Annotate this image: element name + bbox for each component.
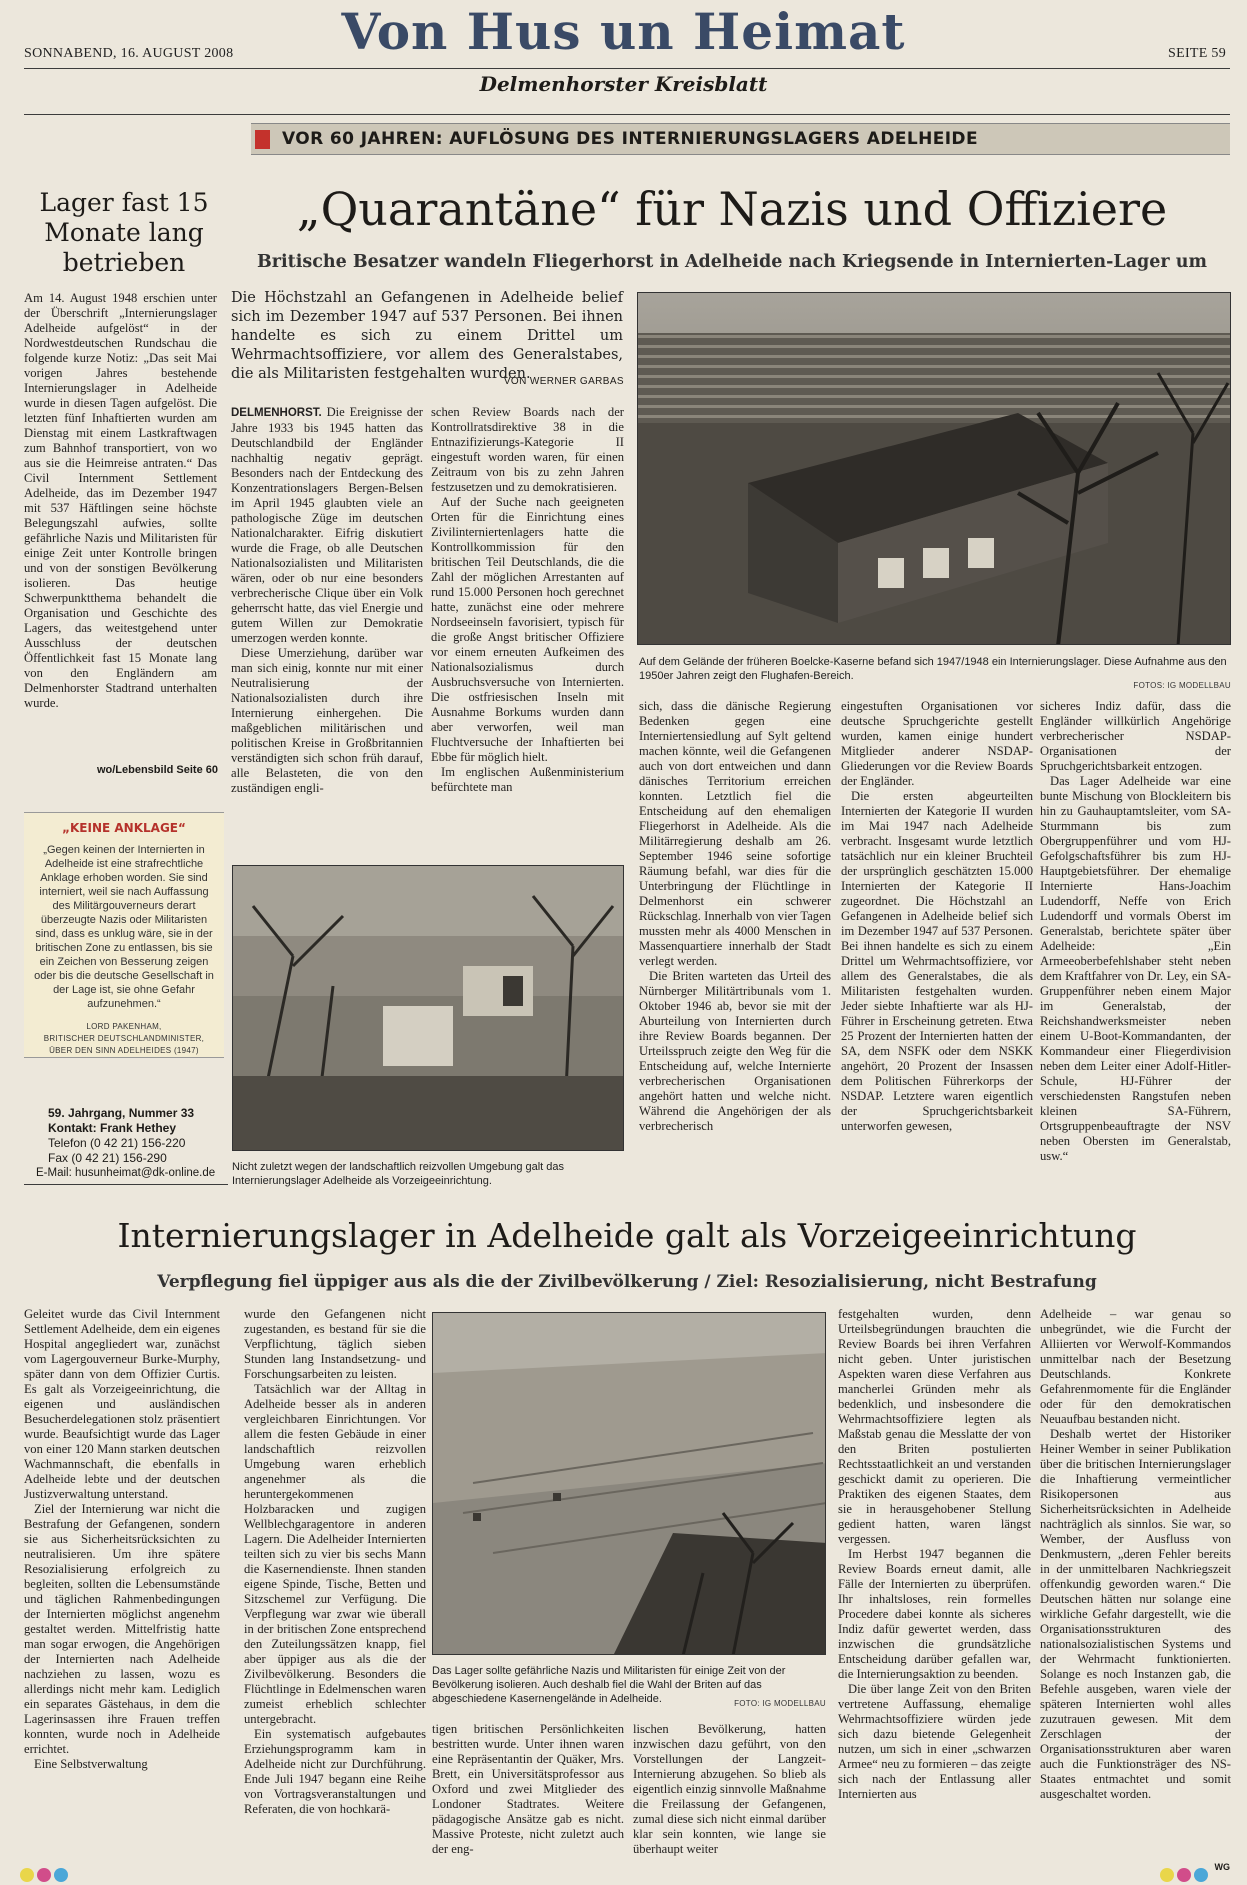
register-dot <box>1160 1868 1174 1882</box>
landscape-photo-image <box>233 866 624 1151</box>
photo-barracks-camp <box>637 292 1231 645</box>
sidebar-text: Am 14. August 1948 erschien unter der Überschrift „Internierungslager Adelheide aufgelöst“ in der Nordwestdeutschen Rundschau die folgende kurze Notiz: „Das seit Mai vorigen Jahres bestehende Internierungslager in Adelheide wurde in diesen Tagen aufgelöst. Die letzten fünf Inhaftierten wurden am Dienstag mit einem Lastkraftwagen zum Bahnhof transportiert, von wo aus sie die Heimreise antraten.“ Das Civil Internment Settlement Adelheide, das im Dezember 1947 mit 537 Häftlingen seine höchste Belegungszahl aufwies, sollte gefährliche Nazis und Militaristen für einige Zeit unter Kontrolle bringen und von der sonstigen Bevölkerung isolieren. Das heutige Schwerpunktthema behandelt die Organisation und Geschichte des Lagers, das weitestgehend unter Ausschluss der deutschen Öffentlichkeit fast 15 Monate lang von den Engländern am Delmenhorster Stadtrand unterhalten wurde. <box>24 291 217 710</box>
article1-col3-p1: sich, dass die dänische Regierung Bedenken gegen eine Interniertensiedlung auf Sylt geltend machen könnte, weil die Gefangenen auch von dort entweichen und dann dänisches Territorium erreichen konnten. Letztlich fiel die Entscheidung auf den ehemaligen Fliegerhorst in Adelheide. Als die Militärregierung deshalb am 26. September 1946 seine sofortige Räumung befahl, war dies für die Unterbringung der Flüchtlinge in Delmenhorst ein schwerer Rückschlag. Innerhalb von vier Tagen mussten mehr als 4000 Menschen in Massenquartiere innerhalb der Stadt verlegt werden. <box>639 699 831 968</box>
article1-col4 <box>841 699 1033 1186</box>
contact-phone: Telefon (0 42 21) 156-220 <box>48 1136 186 1150</box>
article2-signature: WG <box>1214 1862 1230 1872</box>
article2-col1 <box>24 1307 220 1875</box>
article2-col4-p1: lischen Bevölkerung, hatten inzwischen dazu geführt, von den Vorstellungen der Langzeit-Internierung abzugehen. So blieb als eigentlich einzig sinnvolle Maßnahme die Freilassung der Gefangenen, zumal diese sich nicht einmal darüber klar sein konnten, wie lange sie überhaupt weiter <box>633 1722 826 1856</box>
article1-col1-p1: DELMENHORST. Die Ereignisse der Jahre 1933 bis 1945 hatten das Deutschlandbild der Engländer nachhaltig negativ geprägt. Besonders nach der Entdeckung des Konzentrationslagers Bergen-Belsen im April 1945 glaubten viele an pathologische Züge im deutschen Nationalcharakter. Eifrig diskutiert wurde die Frage, ob alle Deutschen Nationalsozialisten und Militaristen wären, oder ob nur eine besonders verbrecherische Clique über ein Volk geherrscht hatte, das viel Energie und gutem Willen zur Demokratie umerzogen werden konnte. <box>231 405 423 645</box>
issue-date: SONNABEND, 16. AUGUST 2008 <box>24 46 234 61</box>
article1-intro: Die Höchstzahl an Gefangenen in Adelheide belief sich im Dezember 1947 auf 537 Personen. Bei ihnen handelte es sich zu einem Drittel um Wehrmachtsoffiziere, vor allem des Generalstabes, die als Militaristen festgehalten wurden. <box>231 290 623 382</box>
article2-col5-p1: festgehalten wurden, denn Urteilsbegründungen brauchten die Review Boards bei ihren Verfahren nicht geben. Unter juristischen Aspekten waren diese Verfahren aus mancherlei Gründen mehr als bedenklich, und insbesondere die Wehrmachtsoffiziere legten als Maßstab genau die Messlatte der von den Briten postulierten Rechtsstaatlichkeit an und verstanden geschickt damit zu operieren. Die Praktiken des eigenen Staates, dem sie in herausgehobener Stellung gedient hatten, waren längst vergessen. <box>838 1307 1031 1546</box>
photo1-caption: Auf dem Gelände der früheren Boelcke-Kaserne befand sich 1947/1948 ein Internierungslager. Diese Aufnahme aus den 1950er Jahren zeigt den Flughafen-Bereich. <box>639 656 1227 682</box>
contact-fax: Fax (0 42 21) 156-290 <box>48 1151 167 1165</box>
article1-col2-p1: schen Review Boards nach der Kontrollratsdirektive 38 in die Entnazifizierungs-Kategorie II eingestuft worden waren, für einen Zeitraum von bis zu zehn Jahren festzusetzen und zu demokratisieren. <box>431 405 624 494</box>
article2-col1-p1: Geleitet wurde das Civil Internment Settlement Adelheide, dem ein eigenes Hospital angegliedert war, zunächst vom Lagergouverneur Burke-Murphy, später dann von dem Offizier Curtis. Es galt als Vorzeigeeinrichtung, die eigenen und ausländischen Besucherdelegationen stolz präsentiert wurde. Beaufsichtigt wurde das Lager von einer 120 Mann starken deutschen Wachmannschaft, die ebenfalls in Adelheide lebte und der deutschen Justizverwaltung unterstand. <box>24 1307 220 1501</box>
photo2-caption: Nicht zuletzt wegen der landschaftlich reizvollen Umgebung galt das Internierungslager Adelheide als Vorzeigeeinrichtung. <box>232 1161 565 1187</box>
issue-number: 59. Jahrgang, Nummer 33 <box>48 1106 195 1120</box>
sidebar-signature: wo/Lebensbild Seite 60 <box>96 764 218 776</box>
article2-col6 <box>1040 1307 1231 1863</box>
article2-col2 <box>244 1307 426 1875</box>
article1-headline: „Quarantäne“ für Nazis und Offiziere <box>296 182 1168 236</box>
article2-col6-p2: Deshalb wertet der Historiker Heiner Wember in seiner Publikation über die britischen Internierungslager die Inhaftierung vermeintlicher Risikopersonen aus Sicherheitsrücksichten in Adelheide nachträglich als sinnlos. Sie war, so Wember, der Ausfluss von Denkmustern, „deren Fehler bereits in der unmittelbaren Nachkriegszeit offenkundig geworden waren.“ Die Deutschen hätten nur solange eine wirkliche Gefahr dargestellt, wie die Organisationsstrukturen des nationalsozialistischen Systems und der Wehrmacht funktionierten. Solange es noch Instanzen gab, die Befehle ausgeben, waren viele der späteren Internierten wohl alles zuzutrauen gewesen. Mit dem Zerschlagen der Organisationsstrukturen aber waren auch die Funktionsträger des NS-Staates entmachtet und somit ausgeschaltet worden. <box>1040 1427 1231 1801</box>
article1-dateline: DELMENHORST. <box>231 407 322 419</box>
quote-author: LORD PAKENHAM, <box>86 1022 162 1031</box>
color-register-dots <box>20 1867 71 1885</box>
register-dot <box>20 1868 34 1882</box>
section-title: Von Hus un Heimat <box>341 2 906 61</box>
article1-col1-p2: Diese Umerziehung, darüber war man sich einig, konnte nur mit einer Neutralisierung der Nationalsozialisten durch ihre Internierung einhergehen. Die maßgeblichen militärischen und politischen Kreise in Großbritannien verständigten sich schon früh darauf, alle Belasteten, die von den zuständigen engli- <box>231 646 423 795</box>
article1-col4-p2: Die ersten abgeurteilten Internierten der Kategorie II wurden im Mai 1947 nach Adelheide verbracht. Insgesamt wurde letztlich tatsächlich nur ein kleiner Bruchteil der ursprünglich geschätzten 15.000 Internierten der Kategorie II zugeordnet. Die Höchstzahl an Gefangenen in Adelheide belief sich im Dezember 1947 auf 537 Personen. Bei ihnen handelte es sich zu einem Drittel um Wehrmachtsoffiziere, vor allem des Generalstabes, die als Militaristen festgehalten wurden. Jeder siebte Inhaftierte war als HJ-Führer in Erscheinung getreten. Etwa 25 Prozent der Internierten hatten der SA, dem NSFK oder dem NSKK angehört, 20 Prozent der Insassen dem Politischen Führerkorps der NSDAP. Letztere waren eigentlich der Spruchgerichtsbarkeit unterworfen gewesen, <box>841 789 1033 1133</box>
article1-byline: VON WERNER GARBAS <box>503 376 624 387</box>
article2-col2-p1: wurde den Gefangenen nicht zugestanden, es bestand für sie die Verpflichtung, täglich sieben Stunden lang Instandsetzung- und Forschungsarbeiten zu leisten. <box>244 1307 426 1381</box>
article1-col5-p2: Das Lager Adelheide war eine bunte Mischung von Blockleitern bis hin zu Gauhauptamtsleiter, vom SA-Sturmmann bis zum Obergruppenführer und vom HJ-Gefolgschaftsführer bis zum HJ-Hauptgebietsführer. Der ehemalige Internierte Hans-Joachim Ludendorff, Neffe von Erich Ludendorff und vormals Oberst im Generalstab, berichtete später über Adelheide: „Ein Armeeoberbefehlshaber steht neben dem Kraftfahrer von Dr. Ley, ein SA-Gruppenführer neben einem Major im Generalstab, der Reichshandwerksmeister neben einem U-Boot-Kommandanten, der Kommandeur einer Fliegerdivision neben dem Leiter einer Adolf-Hitler-Schule, HJ-Führer der verschiedensten Rangstufen neben kleinen SA-Führern, Ortsgruppenbeauftragte der NSV neben Obersten im Generalstab, usw.“ <box>1040 774 1231 1163</box>
register-dot <box>1194 1868 1208 1882</box>
sidebar-headline: Lager fast 15 Monate lang betrieben <box>39 188 209 277</box>
article1-col2 <box>431 405 624 860</box>
article1-col5 <box>1040 699 1231 1186</box>
article2-col3-p1: tigen britischen Persönlichkeiten bestritten wurde. Unter ihnen waren eine Repräsentantin der Quäker, Mrs. Brett, ein Universitätsprofessor aus Oxford und zwei Mitglieder des Londoner Stadtrates. Weitere pädagogische Ansätze gab es nicht. Massive Proteste, nicht zuletzt auch der eng- <box>432 1722 624 1856</box>
kicker-text: VOR 60 JAHREN: AUFLÖSUNG DES INTERNIERUNGSLAGERS ADELHEIDE <box>282 129 978 149</box>
register-dot <box>1177 1868 1191 1882</box>
sidebar-body <box>24 291 217 765</box>
register-dot <box>54 1868 68 1882</box>
quote-text: „Gegen keinen der Internierten in Adelheide ist eine strafrechtliche Anklage erhoben worden. Sie sind interniert, weil sie nach Auffassung des Militärgouverneurs derart überzeugte Nazis oder Militaristen sind, dass es unklug wäre, sie in der britischen Zone zu entlassen, bis sie ein Zeichen von Besserung zeigen oder bis die deutsche Gesellschaft in der Lage ist, sie ohne Gefahr aufzunehmen.“ <box>34 844 214 1010</box>
article1-col3 <box>639 699 831 1186</box>
register-dot <box>37 1868 51 1882</box>
article2-col2-p2: Tatsächlich war der Alltag in Adelheide besser als in anderen vergleichbaren Einrichtungen. Vor allem die festen Gebäude in einer landschaftlich reizvollen Umgebung waren erheblich angenehmer als die heruntergekommenen Holzbaracken und zugigen Wellblechgaragentore in anderen Lagern. Die Adelheider Internierten teilten sich zu vier bis sechs Mann die Kasernendienste. Ihnen standen eigene Spinde, Tische, Betten und Sitzschemel zur Verfügung. Die Verpflegung war zwar wie überall in der britischen Zone entsprechend den Zuteilungssätzen knapp, fiel aber üppiger aus als die der Zivilbevölkerung. Besonders die Flüchtlinge in Edelmenschen waren zumeist erheblich schlechter untergebracht. <box>244 1382 426 1726</box>
publisher-name: Delmenhorster Kreisblatt <box>479 72 768 96</box>
kicker-marker <box>255 130 270 149</box>
page-number: SEITE 59 <box>1168 46 1227 61</box>
color-register-dots-right <box>1160 1867 1211 1885</box>
article2-subhead: Verpflegung fiel üppiger aus als die der Zivilbevölkerung / Ziel: Resozialisierung, nicht Bestrafung <box>157 1272 1097 1292</box>
article2-col1-p2: Ziel der Internierung war nicht die Bestrafung der Gefangenen, sondern sie aus Sicherheitsrücksichten zu neutralisieren. Um ihre spätere Resozialisierung erfolgreich zu begleiten, sollten die Lebensumstände und täglichen Rahmenbedingungen der Internierten möglichst angenehm gestaltet werden. Mittelfristig hatte man sogar erwogen, die Angehörigen der Internierten nach Adelheide nachziehen zu lassen, wozu es allerdings nicht mehr kam. Lediglich ein separates Gästehaus, in dem die Lagerinsassen ihre Frauen treffen konnten, wurde noch in Adelheide errichtet. <box>24 1502 220 1756</box>
sidebar-rule <box>24 1184 228 1185</box>
article2-col4 <box>633 1722 826 1875</box>
photo-landscape-camp <box>232 865 624 1151</box>
photo3-caption: Das Lager sollte gefährliche Nazis und Militaristen für einige Zeit von der Bevölkerung isolieren. Auch deshalb fiel die Wahl der Briten auf das abgeschiedene Kasernengelände in Adelheide. <box>432 1665 786 1705</box>
barracks-photo-image <box>638 293 1231 645</box>
contact-person: Kontakt: Frank Hethey <box>48 1121 177 1135</box>
photo1-credit: FOTOS: IG MODELLBAU <box>1133 681 1231 690</box>
kicker-bar <box>251 123 1230 155</box>
article1-subhead: Britische Besatzer wandeln Fliegerhorst in Adelheide nach Kriegsende in Internierten-Lager um <box>257 252 1207 272</box>
photo3-credit: FOTO: IG MODELLBAU <box>734 1699 826 1708</box>
quote-title: „KEINE ANKLAGE“ <box>62 821 186 835</box>
article2-col5 <box>838 1307 1031 1875</box>
grounds-photo-image <box>433 1313 826 1655</box>
article2-col2-p3: Ein systematisch aufgebautes Erziehungsprogramm kam in Adelheide nicht zur Durchführung. Ende Juli 1947 begann eine Reihe von Vortragsveranstaltungen und Referaten, die von hochkarä- <box>244 1727 426 1816</box>
quote-box <box>24 812 224 1058</box>
article1-col2-p3: Im englischen Außenministerium befürchtete man <box>431 765 624 794</box>
article1-col5-p1: sicheres Indiz dafür, dass die Engländer willkürlich Angehörige verbrecherischer NSDAP-Organisationen der Spruchgerichtsbarkeit entzogen. <box>1040 699 1231 773</box>
article2-col5-p3: Die über lange Zeit von den Briten vertretene Auffassung, ehemalige Wehrmachtsoffiziere würden jede sich dazu bietende Gelegenheit nutzen, um sich in einer „schwarzen Armee“ neu zu formieren – das zeigte sich nach der Entlassung aller Internierten aus <box>838 1682 1031 1801</box>
photo-camp-grounds <box>432 1312 826 1655</box>
quote-context: ÜBER DEN SINN ADELHEIDES (1947) <box>49 1046 199 1055</box>
article2-headline: Internierungslager in Adelheide galt als Vorzeigeeinrichtung <box>117 1216 1137 1255</box>
contact-email[interactable]: E-Mail: husunheimat@dk-online.de <box>36 1167 216 1179</box>
article2-col6-p1: Adelheide – war genau so unbegründet, wie die Furcht der Alliierten vor Werwolf-Kommandos unmittelbar nach der Besetzung Deutschlands. Konkrete Gefahrenmomente für die Engländer oder für den demokratischen Neuaufbau bestanden nicht. <box>1040 1307 1231 1426</box>
masthead-rule <box>24 68 1230 69</box>
article1-col2-p2: Auf der Suche nach geeigneten Orten für die Einrichtung eines Zivilinterniertenlagers hatte die Kontrollkommission für den britischen Teil Deutschlands, die die Zahl der möglichen Arrestanten auf rund 15.000 Personen hoch gerechnet hatte, zunächst eine oder mehrere Nordseeinseln favorisiert, typisch für die große Angst britischer Offiziere vor einem erneuten Aufkeimen des Nationalsozialismus durch Ausbruchsversuche von Internierten. Die ostfriesischen Inseln mit Ausnahme Borkums wurden dann aber verworfen, weil man Fluchtversuche der Inhaftierten bei Ebbe für möglich hielt. <box>431 495 624 764</box>
article1-col1 <box>231 405 423 860</box>
contact-box <box>24 1106 228 1181</box>
article2-col3 <box>432 1722 624 1875</box>
quote-role: BRITISCHER DEUTSCHLANDMINISTER, <box>43 1034 205 1043</box>
article2-col5-p2: Im Herbst 1947 begannen die Review Boards erneut damit, alle Fälle der Internierten zu überprüfen. Ihr inhaltsloses, rein formelles Procedere dabei konnte als sicheres Indiz dafür gewertet werden, dass inzwischen die grundsätzliche Entscheidung darüber gefallen war, die Internierungsaktion zu beenden. <box>838 1547 1031 1681</box>
masthead-rule-bottom <box>24 114 1230 115</box>
article2-col1-p3: Eine Selbstverwaltung <box>34 1757 148 1771</box>
article1-col3-p2: Die Briten warteten das Urteil des Nürnberger Militärtribunals vom 1. Oktober 1946 ab, bevor sie mit der Aburteilung von Internierten durch ihre Review Boards begannen. Der Urteilsspruch zeigte den Weg für die Entscheidung auf, welche Internierte verbrecherischen Organisationen angehört hatten und welche nicht. Während die Angehörigen der als verbrecherisch <box>639 969 831 1133</box>
article1-col4-p1: eingestuften Organisationen vor deutsche Spruchgerichte gestellt wurden, kamen einige hundert Mitglieder anderer NSDAP-Gliederungen vor die Review Boards der Engländer. <box>841 699 1033 788</box>
